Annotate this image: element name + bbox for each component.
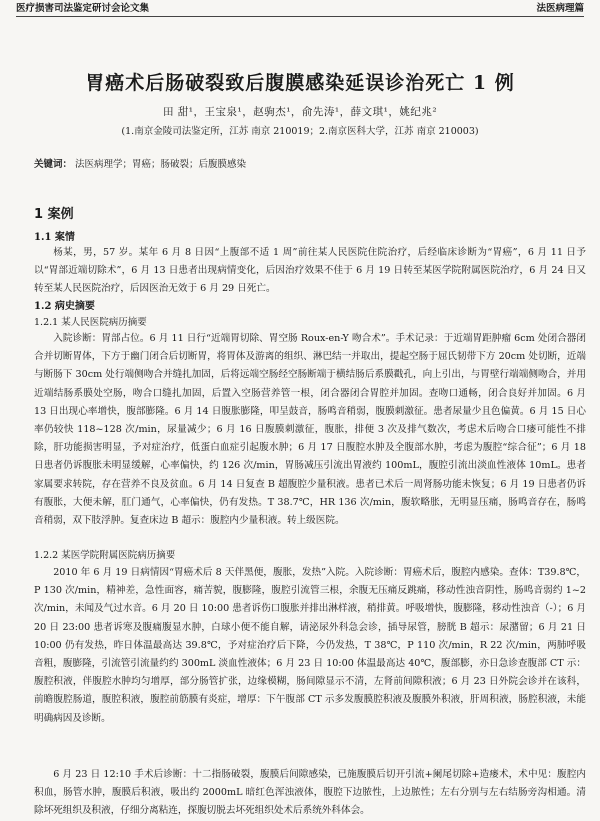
paragraph-hospital-1: 入院诊断：胃部占位。6 月 11 日行“近端胃切除、胃空肠 Roux-en-Y 吻合术”。手术记录：于近端胃距肿瘤 6cm 处闭合器闭合并切断胃体，下方于幽门闭合后切断胃，将胃体及游离的组织、淋巴结一并取出，提起空肠于屈氏韧带下方 20cm 处切断，近端与断肠下 30cm 处行端侧吻合并缝扎加固，后将远端空肠经空肠断端于横结肠后系膜戳孔，向上引出，与胃壁行端端侧吻合，并用近端结肠系膜处空肠，吻合口缝扎加固，后置入空肠营养管一根，闭合器闭合胃腔并加固。查吻口通畅，闭合良好并加固。6 月 13 日出现心率增快，腹部膨隆。6 月 14 日腹胀膨隆，叩呈鼓音，肠鸣音稍弱，腹膜刺激征。患者尿量少且色偏黄。6 月 15 日心率仍较快 118~128 次/min，尿量减少；6 月 16 日腹膜刺激征，腹胀，排便 3 次及排气数次，考虑术后吻合口瘘可能性不排除，肝功能损害明显，予对症治疗，低蛋白血症引起腹水肿；6 月 17 日腹腔水肿及全腹部水肿，考虑为腹腔“综合征”；6 月 18 日患者仍诉腹胀未明显缓解，心率偏快，约 126 次/min，胃肠减压引流出胃液约 100mL，腹腔引流出淡血性液体 10mL。患者家属要求转院，存在营养不良及贫血。6 月 14 日复查 B 超腹腔少量积液。患者已术后一周肾肠功能未恢复；6 月 19 日患者仍诉有腹胀，大便未解，肛门通气，心率偏快，仍有发热。T 38.7℃，HR 136 次/min，腹软略胀，无明显压痛，肠鸣音存在，肠鸣音稍弱，双下肢浮肿。复查床边 B 超示：腹腔内少量积液。转上级医院。 [34, 333, 586, 527]
keywords-label: 关键词： [34, 159, 73, 170]
keywords [34, 156, 580, 170]
running-head [16, 2, 584, 17]
subsection-heading-facts: 1.1 案情 [34, 232, 75, 243]
subsection-heading-history: 1.2 病史摘要 [34, 301, 95, 312]
article-affiliations: (1.南京金陵司法鉴定所，江苏 南京 210019；2.南京医科大学，江苏 南京 210003) [121, 126, 479, 137]
article-authors: 田 甜¹，王宝泉¹，赵驹杰¹，俞先涛¹，薛文琪¹，姚纪兆² [162, 106, 438, 118]
subsubsection-heading-hospital-1: 1.2.1 某人民医院病历摘要 [34, 317, 147, 328]
paragraph-surgery: 6 月 23 日 12:10 手术后诊断：十二指肠破裂，腹膜后间隙感染，已施腹膜后切开引流+阑尾切除+造瘘术，术中见：腹腔内积血，肠管水肿，腹膜后积液，吸出约 2000mL 暗红色浑浊液体，腹腔下边脓性，上边脓性；左右分别与左右结肠旁沟相通。清除坏死组织及积液，仔细分离粘连，探腹切脱去坏死组织处术后系统外科体会。 [34, 769, 586, 817]
paragraph-hospital-2: 2010 年 6 月 19 日病情因“胃癌术后 8 天伴黑便，腹胀，发热”入院。入院诊断：胃癌术后，腹腔内感染。查体：T39.8℃，P 130 次/min，精神差，急性面容，痛苦貌，腹膨隆，腹腔引流管三根，余腹无压痛反跳痛，移动性浊音阴性，肠鸣音弱约 1~2 次/min，未闻及气过水音。6 月 20 日 10:00 患者诉伤口腹胀并排出淋样液，稍排黄。呼吸增快，腹膨隆，移动性浊音（-）；6 月 20 日 23:00 患者诉寒及腹痛腹显水肿，白球小便不能自解，请泌尿外科急会诊，插导尿管，膀胱 B 超示：尿潴留；6 月 21 日 10:00 仍有发热，昨日体温最高达 39.8℃，予对症治疗后下降，今仍发热，T 38℃，P 110 次/min，R 22 次/min，两肺呼吸音粗，腹膨隆，引流管引流量约约 300mL 淡血性液体；6 月 23 日 10:00 体温最高达 40℃，腹部膨，亦日急诊查腹部 CT 示：腹腔积液，伴腹腔水肿均匀增厚，部分肠管扩张，边缘模糊，肠间隙显示不清，左肾前间隙积液；6 月 23 日外院会诊并在该科，前瞻腹腔肠道，腹腔积液，腹腔前筋膜有炎症，增厚：下午腹部 CT 示多发腹膜腔积液及腹膜外积液，肝周积液，肠腔积液，未能明确病因及诊断。 [34, 567, 586, 724]
paragraph-case-facts: 杨某，男，57 岁。某年 6 月 8 日因“上腹部不适 1 周”前往某人民医院住院治疗，后经临床诊断为“胃癌”，6 月 11 日予以“胃部近端切除术”，6 月 13 日患者出现病情变化，后因治疗效果不佳于 6 月 19 日转至某医学院附属医院治疗，6 月 24 日又转至某人民医院治疗，后因医治无效于 6 月 29 日死亡。 [34, 247, 586, 295]
subsubsection-heading-hospital-2: 1.2.2 某医学院附属医院病历摘要 [34, 550, 176, 561]
journal-name: 医疗损害司法鉴定研讨会论文集 [16, 3, 150, 14]
section-heading-case: 1 案例 [34, 207, 74, 222]
article-title: 胃癌术后肠破裂致后腹膜感染延误诊治死亡 1 例 [85, 72, 515, 94]
keywords-text: 法医病理学；胃癌；肠破裂；后腹膜感染 [75, 159, 247, 170]
section-name: 法医病理篇 [536, 3, 584, 14]
